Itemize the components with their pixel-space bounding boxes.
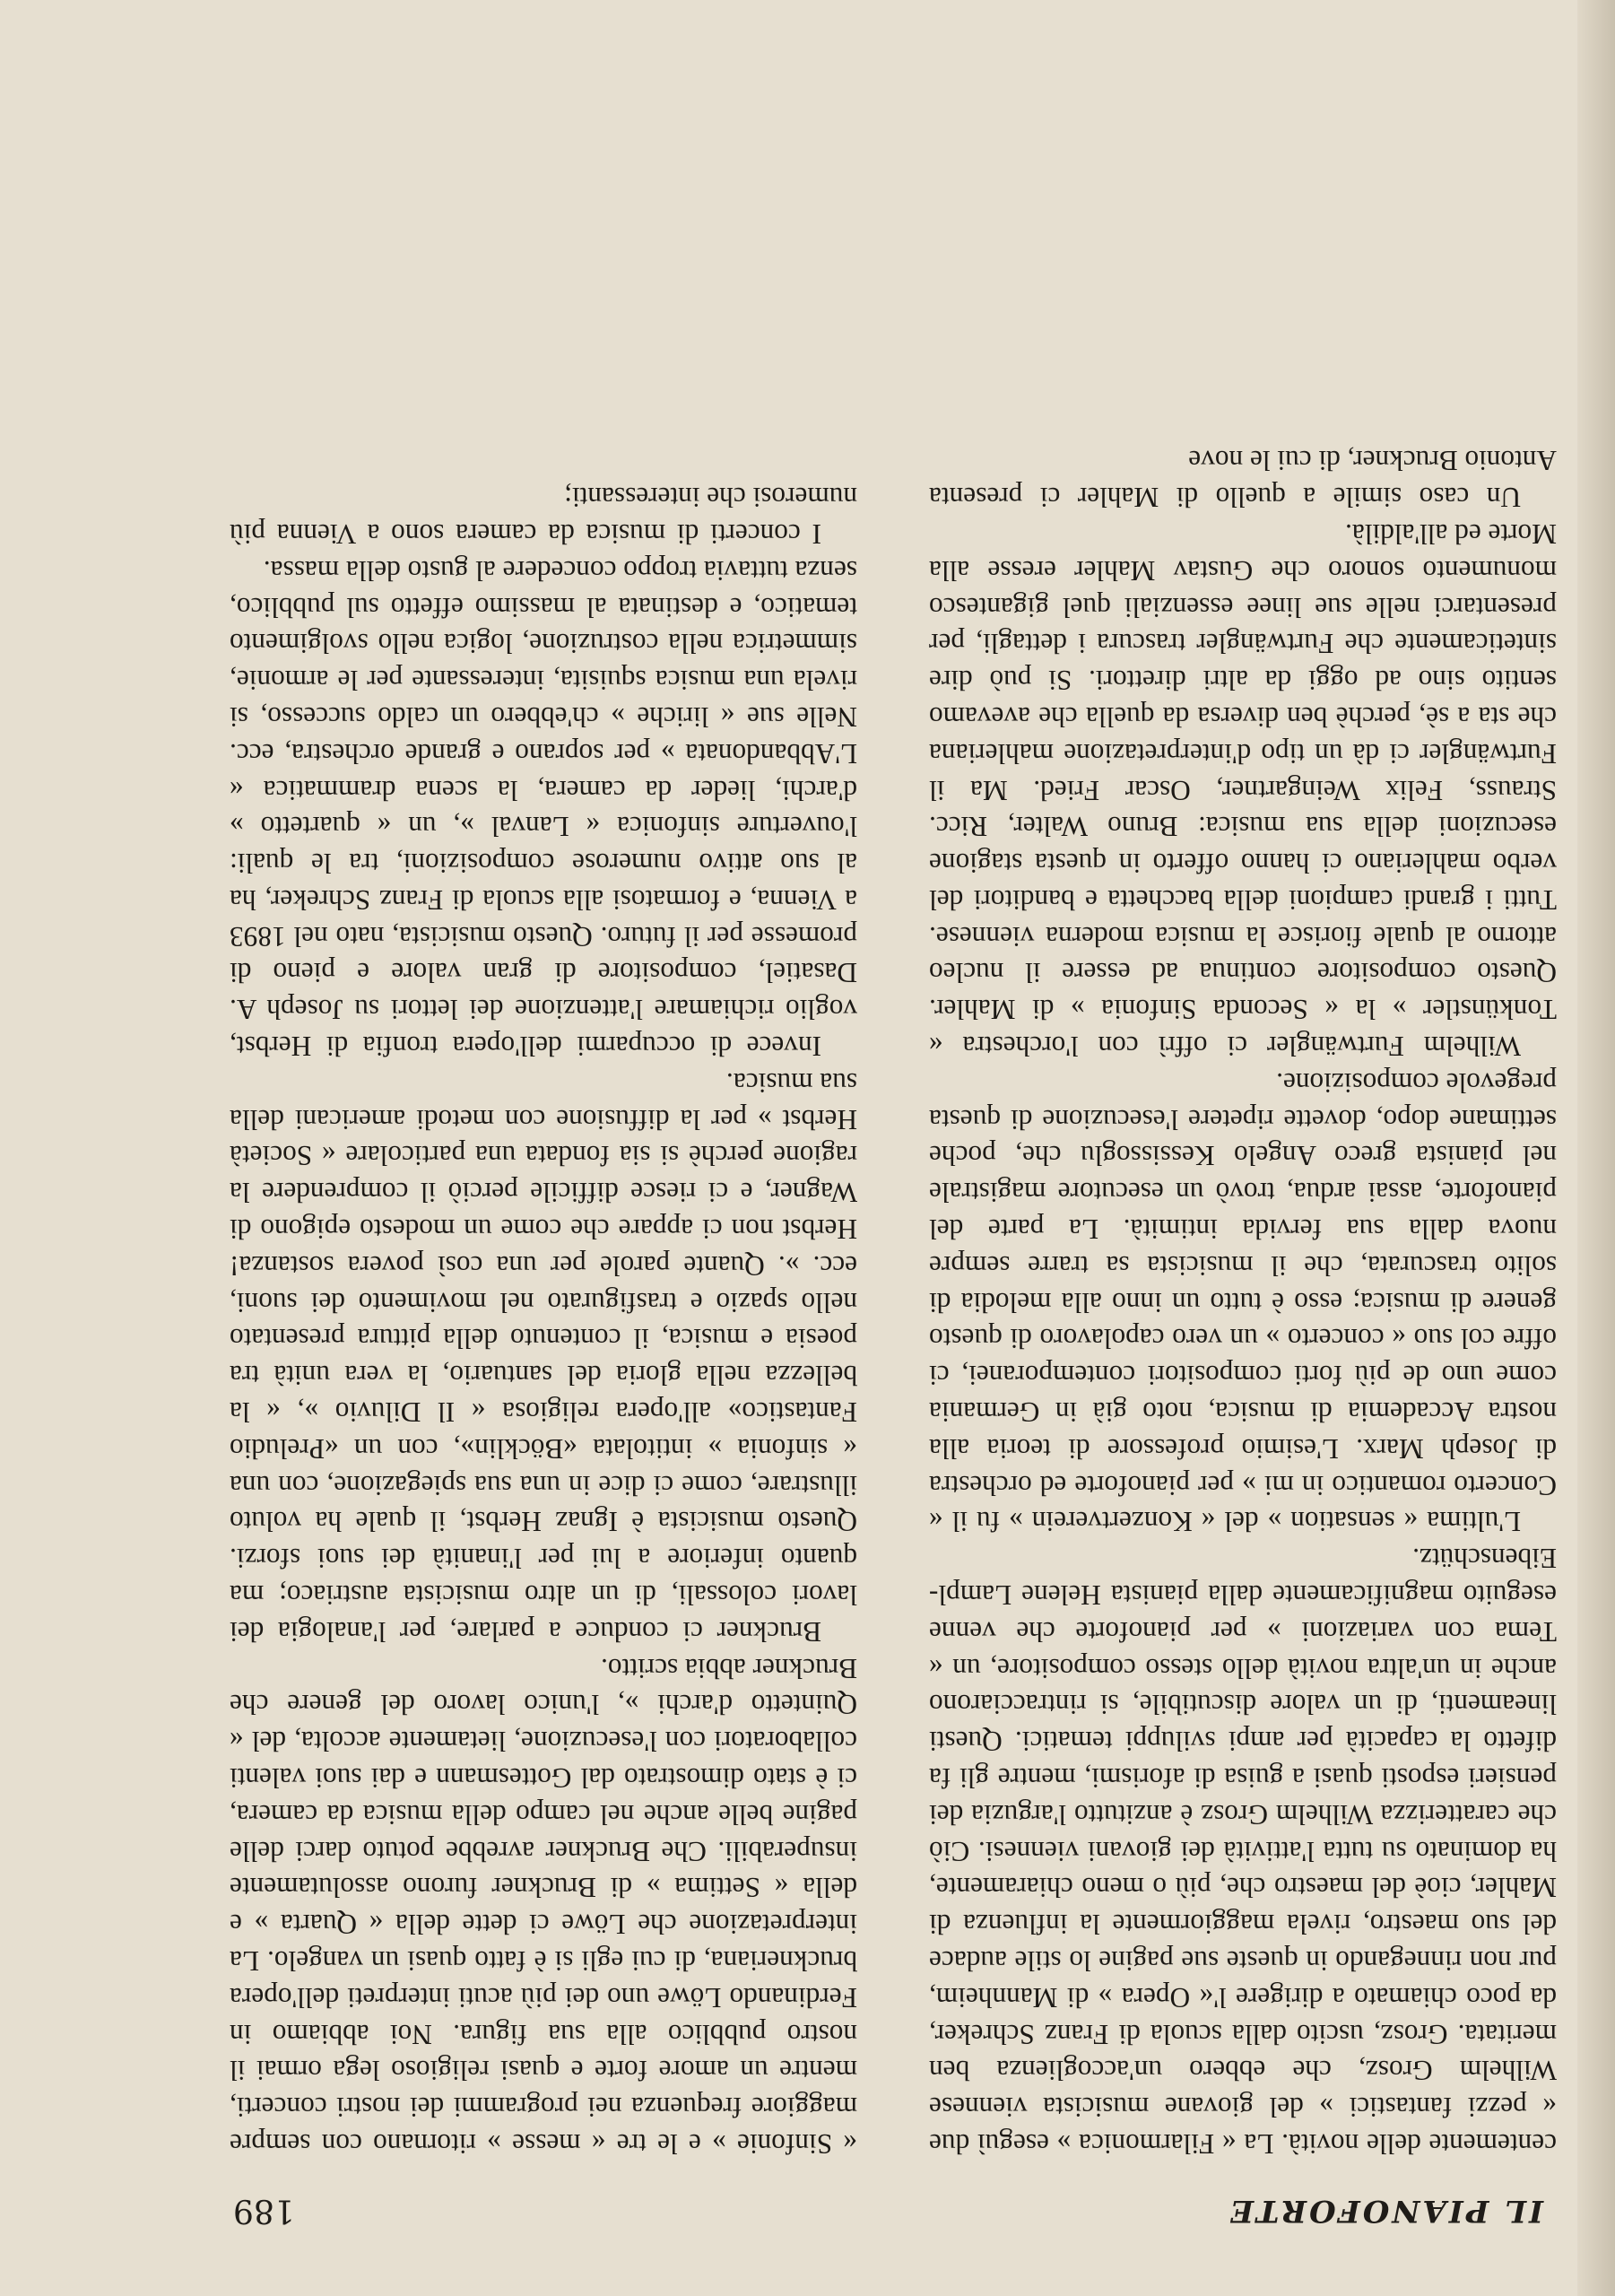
paragraph: centemente delle novità. La « Filarmonica » eseguì due « pezzi fantastici » del giovane musicista viennese Wilhelm Grosz, che ebbero un'accoglienza ben meritata. Grosz, uscito dalla scuola di Franz Schreker, da poco chiamato a dirigere l'« Opera » di Mannheim, pur non rinnegando in queste sue pagine lo stile audace del suo maestro, rivela maggiormente la influenza di Mahler, cioè del maestro che, più o meno chiaramente, ha dominato su tutta l'attività dei giovani viennesi. Ciò che caratterizza Wilhelm Grosz è anzitutto l'arguzia dei pensieri esposti quasi a guisa di aforismi, mentre gli fa difetto la capacità per ampi sviluppi tematici. Questi lineamenti, di un valore discutibile, si rintracciarono anche in un'altra novità dello stesso compositore, un « Tema con variazioni » per pianoforte che venne eseguito magnificamente dalla pianista Helene Lampl-Eibenschütz. (929, 1543, 1557, 2160)
right-column (230, 478, 857, 2161)
paragraph: Wilhelm Furtwängler ci offrì con l'orchestra « Tonkünstler » la « Seconda Sinfonia » di Mahler. Questo compositore continua ad essere il nucleo attorno al quale fiorisce la musica moderna viennese. Tutti i grandi campioni della bacchetta e banditori del verbo mahleriano ci hanno offerto in questa stagione esecuzioni della sua musica: Bruno Walter, Ricc. Strauss, Felix Weingartner, Oscar Fried. Ma il Furtwängler ci dà un tipo d'interpretazione mahleriana che sta a sè, perchè ben diversa da quella che avevamo sentito sino ad oggi da altri direttori. Si può dire sinteticamente che Furtwängler trascura i dettagli, per presentarci nelle sue linee essenziali quel gigantesco monumento sonoro che Gustav Mahler eresse alla Morte ed all'aldilà. (929, 517, 1557, 1063)
paragraph: I concerti di musica da camera sono a Vienna più numerosi che interessanti; (230, 482, 857, 550)
page-header (233, 2184, 1543, 2229)
page-number: 189 (233, 2192, 295, 2229)
paragraph: Bruckner ci conduce a parlare, per l'analogia dei lavori colossali, di un altro musicista austriaco; ma quanto inferiore a lui per l'inanità dei suoi sforzi. Questo musicista è Ignaz Herbst, il quale ha voluto illustrare, come ci dice in una sua spiegazione, con una « sinfonia » intitolata «Böcklin», con un «Preludio Fantastico» all'opera religiosa « Il Diluvio », « la bellezza nella gloria del santuario, la vera unità tra poesia e musica, il contenuto della pittura presentato nello spazio e trasfigurato nel movimento dei suoni, ecc. ». Quante parole per una così povera sostanza! Herbst non ci appare che come un modesto epigono di Wagner, e ci riesce difficile perciò il comprendere la ragione perchè si sia fondata una particolare « Società Herbst » per la diffusione con metodi americani della sua musica. (230, 1066, 857, 1648)
paragraph: Invece di occuparmi dell'opera tronfia di Herbst, voglio richiamare l'attenzione dei lettori su Joseph A. Dasatiel, compositore di gran valore e pieno di promesse per il futuro. Questo musicista, nato nel 1893 a Vienna, e formatosi alla scuola di Franz Schreker, ha al suo attivo numerose composizioni, tra le quali: l'ouverture sinfonica « Lanval », un « quartetto » d'archi, lieder da camera, la scena drammatica « L'Abbandonata » per soprano e grande orchestra, ecc. Nelle sue « liriche » ch'ebbero un caldo successo, si rivela una musica squisita, interessante per le armonie, simmetrica nella costruzione, logica nello svolgimento tematico, e destinata al massimo effetto sul pubblico, senza tuttavia troppo concedere al gusto della massa. (230, 554, 857, 1063)
paragraph: L'ultima « sensation » del « Konzertverein » fu il « Concerto romantico in mi » per pianoforte ed orchestra di Joseph Marx. L'esimio professore di teoria alla nostra Accademia di musica, noto già in Germania come uno de più forti compositori contemporanei, ci offre col suo « concerto » un vero capolavoro di questo genere di musica; esso è tutto un inno alla melodia di solito trascurata, che il musicista sa trarre sempre nuova dalla sua fervida intimità. La parte del pianoforte, assai ardua, trovò un esecutore magistrale nel pianista greco Angelo Kessissoglu che, poche settimane dopo, dovette ripetere l'esecuzione di questa pregevole composizione. (929, 1066, 1557, 1538)
running-title: IL PIANOFORTE (1228, 2193, 1543, 2229)
left-column (929, 442, 1557, 2161)
paragraph: « Sinfonie » e le tre « messe » ritornano con sempre maggiore frequenza nei programmi dei nostri concerti, mentre un amore forte e quasi religioso lega ormai il nostro pubblico alla sua figura. Noi abbiamo in Ferdinando Löwe uno dei più acuti interpreti dell'opera bruckneriana, di cui egli si è fatto quasi un vangelo. La interpretazione che Löwe ci dette della « Quarta » e della « Settima » di Bruckner furono assolutamente insuperabili. Che Bruckner avrebbe potuto darci delle pagine belle anche nel campo della musica da camera, ci è stato dimostrato dal Gottesmann e dai suoi valenti collaboratori con l'esecuzione, lietamente accolta, del « Quintetto d'archi », l'unico lavoro del genere che Bruckner abbia scritto. (230, 1652, 857, 2160)
binding-shadow (1577, 0, 1615, 2296)
paragraph: Un caso simile a quello di Mahler ci presenta Antonio Bruckner, di cui le nove (929, 445, 1557, 514)
